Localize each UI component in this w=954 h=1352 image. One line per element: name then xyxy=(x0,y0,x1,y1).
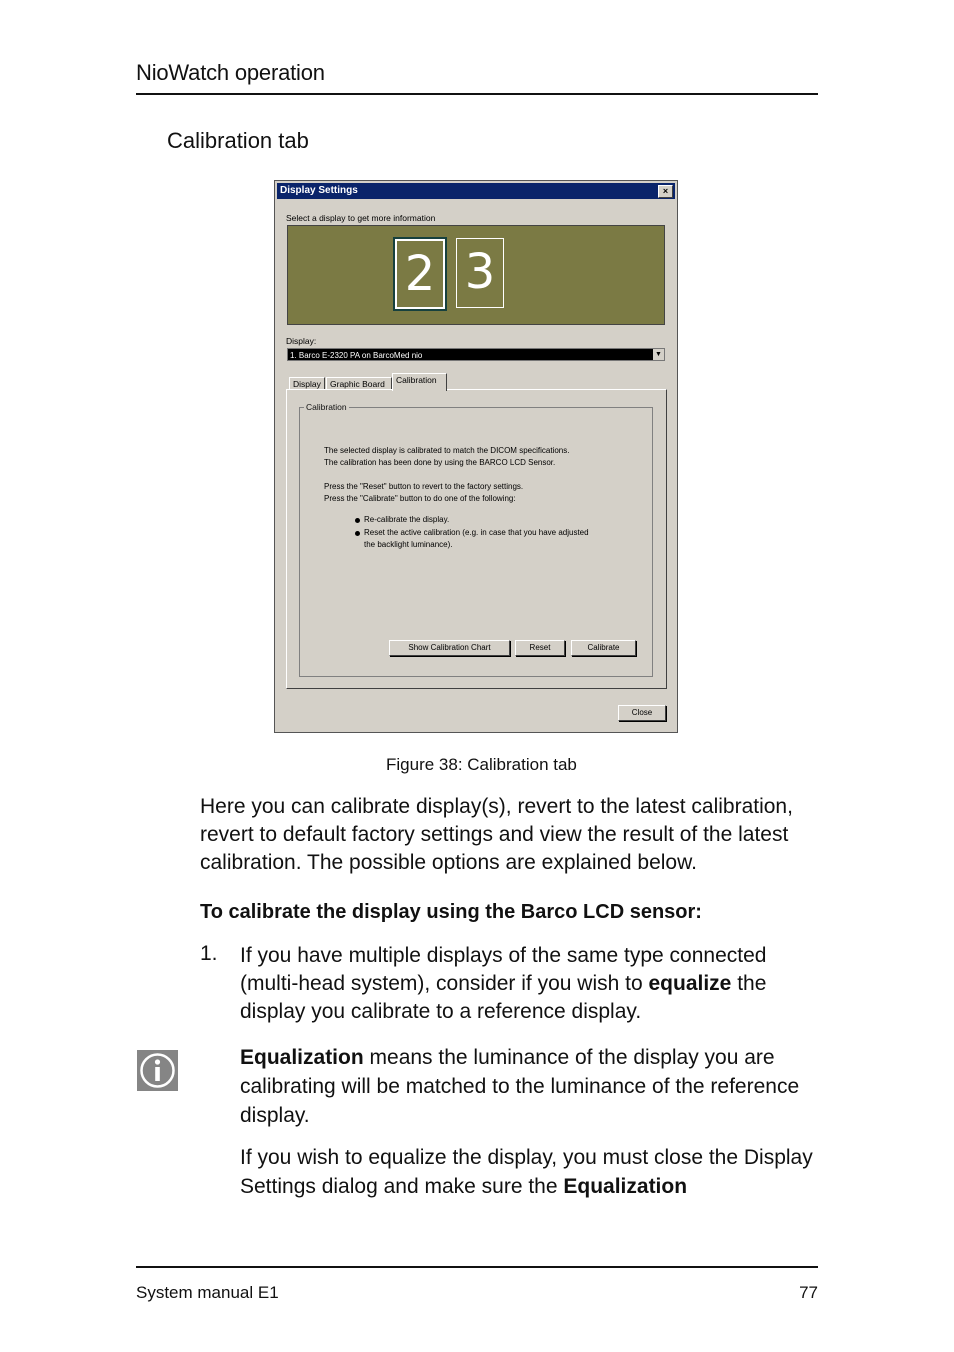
bullet-text: Re-calibrate the display. xyxy=(364,515,450,524)
step-text-part: the display you calibrate to a reference display. xyxy=(240,972,767,1023)
close-button[interactable]: Close xyxy=(618,705,666,721)
step-text-bold: equalize xyxy=(648,972,732,995)
group-label: Calibration xyxy=(306,402,347,412)
show-calibration-chart-button[interactable]: Show Calibration Chart xyxy=(389,640,510,656)
note-text: If you wish to equalize the display, you must close the Display Settings dialog and make sure the xyxy=(240,1146,813,1198)
bullet-icon xyxy=(355,518,360,523)
running-header: NioWatch operation xyxy=(136,60,325,85)
bullet-text: the backlight luminance). xyxy=(364,540,453,549)
note-paragraph-2 xyxy=(240,1143,820,1201)
note-text: means the luminance of the display you are calibrating will be matched to the luminance of the reference display. xyxy=(240,1046,800,1127)
bullet-icon xyxy=(355,531,360,536)
note-term: Equalization xyxy=(240,1046,364,1069)
display-select[interactable] xyxy=(287,348,665,361)
page-number: 77 xyxy=(799,1283,818,1302)
display-select-value: 1. Barco E-2320 PA on BarcoMed nio xyxy=(290,351,423,360)
select-display-prompt: Select a display to get more information xyxy=(286,213,436,223)
calibrate-button[interactable]: Calibrate xyxy=(571,640,636,656)
step-text-part: If you have multiple displays of the same type connected (multi-head system), consider if you wish to xyxy=(240,944,767,995)
footer-rule xyxy=(136,1266,818,1268)
tab-calibration[interactable]: Calibration xyxy=(392,373,447,391)
close-icon[interactable]: × xyxy=(658,185,673,198)
bullet-text: Reset the active calibration (e.g. in case that you have adjusted xyxy=(364,528,589,537)
info-line: Press the "Reset" button to revert to the factory settings. xyxy=(324,482,524,491)
calibration-tab-panel xyxy=(286,389,667,689)
display-label: Display: xyxy=(286,336,317,346)
info-line: The selected display is calibrated to match the DICOM specifications. xyxy=(324,446,570,455)
display-preview-area xyxy=(287,225,665,325)
tab-graphic-board[interactable]: Graphic Board xyxy=(326,377,392,390)
intro-paragraph: Here you can calibrate display(s), revert to the latest calibration, revert to default factory settings and view the result of the latest calibration. The possible options are explained below. xyxy=(200,795,793,874)
info-icon xyxy=(137,1050,178,1091)
header-rule xyxy=(136,93,818,95)
reset-button[interactable]: Reset xyxy=(515,640,565,656)
procedure-heading: To calibrate the display using the Barco LCD sensor: xyxy=(200,901,702,923)
note-paragraph xyxy=(240,1043,820,1130)
section-title: Calibration tab xyxy=(167,128,309,153)
calibration-groupbox xyxy=(299,402,653,677)
step-text xyxy=(240,942,820,1026)
step-number: 1. xyxy=(200,942,218,965)
display-settings-dialog xyxy=(274,180,678,733)
chevron-down-icon[interactable]: ▼ xyxy=(653,349,664,360)
footer-manual-name: System manual E1 xyxy=(136,1283,279,1302)
note-term: Equalization xyxy=(563,1175,688,1198)
dialog-title: Display Settings xyxy=(280,185,358,196)
info-line: The calibration has been done by using the BARCO LCD Sensor. xyxy=(324,458,556,467)
dialog-titlebar xyxy=(277,183,675,199)
monitor-2-tile[interactable]: 2 xyxy=(395,239,445,309)
info-line: Press the "Calibrate" button to do one of the following: xyxy=(324,494,516,503)
figure-caption: Figure 38: Calibration tab xyxy=(386,755,577,774)
tab-display[interactable]: Display xyxy=(289,377,325,390)
monitor-3-tile[interactable]: 3 xyxy=(456,238,504,308)
